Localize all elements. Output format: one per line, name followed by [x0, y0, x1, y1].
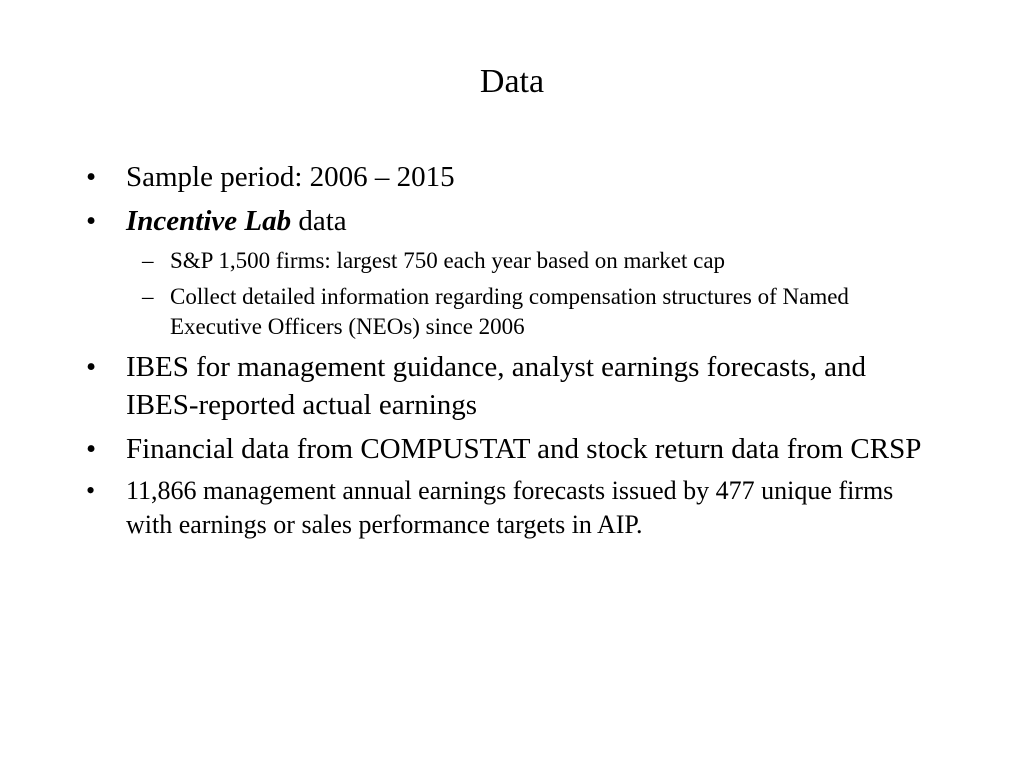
bullet-marker: •	[86, 161, 97, 193]
bullet-item	[86, 474, 936, 542]
sub-bullet-text: S&P 1,500 firms: largest 750 each year based on market cap	[170, 248, 726, 273]
sub-bullet-item	[86, 282, 936, 342]
bullet-item	[86, 348, 936, 424]
bullet-text: IBES for management guidance, analyst earnings forecasts, and IBES-reported actual earnings	[126, 351, 867, 421]
sub-bullet-marker: –	[142, 248, 154, 273]
sub-bullet-list	[86, 246, 936, 342]
bullet-marker: •	[86, 205, 97, 237]
bullet-item	[86, 202, 936, 240]
sub-bullet-item	[86, 246, 936, 276]
bullet-emphasis: Incentive Lab	[126, 205, 292, 237]
bullet-text: 11,866 management annual earnings forecasts issued by 477 unique firms with earnings or sales performance targets in AIP.	[126, 476, 894, 539]
bullet-text: Sample period: 2006 – 2015	[126, 161, 455, 193]
bullet-text: Financial data from COMPUSTAT and stock return data from CRSP	[126, 433, 922, 465]
sub-bullet-marker: –	[142, 284, 154, 309]
bullet-item	[86, 158, 936, 196]
bullet-list	[86, 158, 936, 548]
bullet-item	[86, 430, 936, 468]
bullet-marker: •	[86, 433, 97, 465]
bullet-marker: •	[86, 351, 97, 383]
slide-title: Data	[479, 63, 545, 100]
bullet-text: data	[291, 205, 347, 237]
bullet-marker: •	[86, 476, 96, 505]
sub-bullet-text: Collect detailed information regarding compensation structures of Named Executive Officers (NEOs) since 2006	[170, 284, 849, 339]
